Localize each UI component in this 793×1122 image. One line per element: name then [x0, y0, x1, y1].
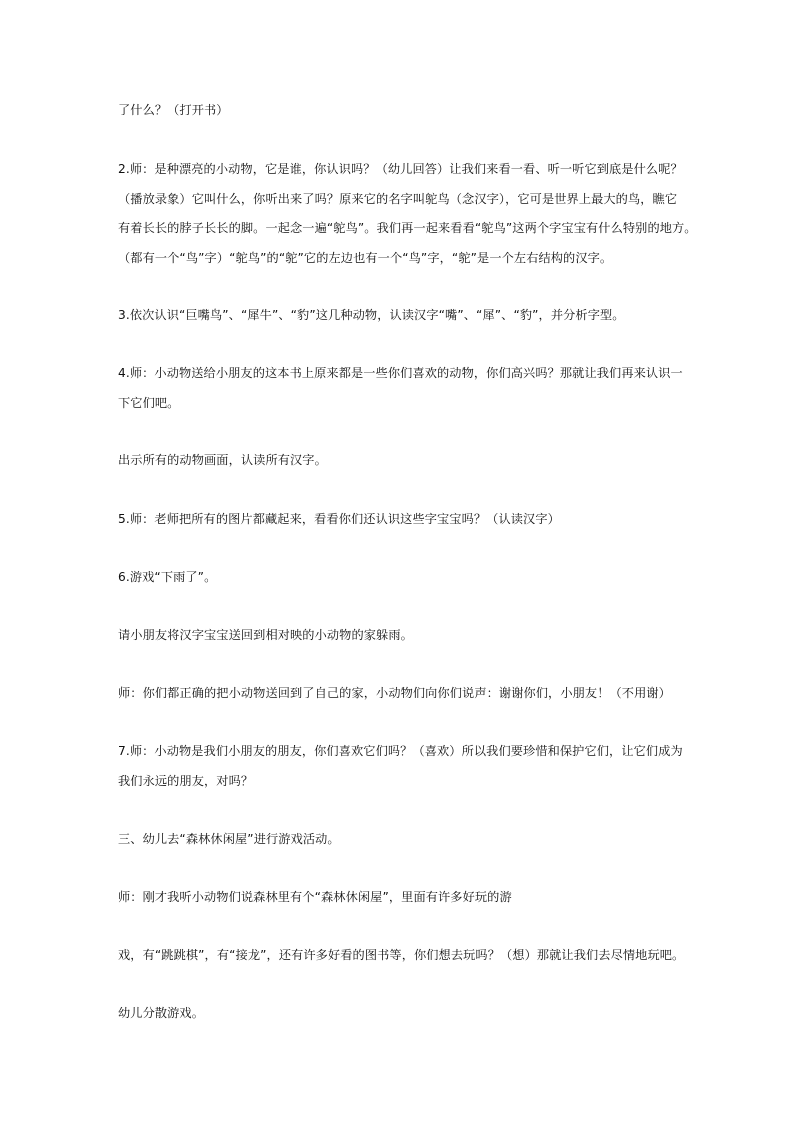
- text-line: 了什么？（打开书）: [118, 103, 229, 117]
- paragraph-4: [118, 359, 688, 418]
- paragraph-5: [118, 446, 688, 476]
- paragraph-11: [118, 825, 688, 855]
- text-line: 幼儿分散游戏。: [118, 1006, 205, 1020]
- paragraph-12: [118, 883, 688, 913]
- text-line: 2.师：是种漂亮的小动物，它是谁，你认识吗？（幼儿回答）让我们来看一看、听一听它到底是什么呢？: [118, 162, 683, 176]
- paragraph-3: [118, 301, 688, 331]
- paragraph-9: [118, 679, 688, 709]
- text-line: 6.游戏“下雨了”。: [118, 570, 217, 584]
- paragraph-7: [118, 563, 688, 593]
- text-line: 我们永远的朋友，对吗？: [118, 773, 254, 788]
- text-line: 有着长长的脖子长长的脚。一起念一遍“鸵鸟”。我们再一起来看看“鸵鸟”这两个字宝宝有什么特别的地方。: [118, 221, 697, 235]
- text-line: 戏，有“跳跳棋”，有“接龙”，还有许多好看的图书等，你们想去玩吗？（想）那就让我们去尽情地玩吧。: [118, 948, 685, 962]
- text-line: （播放录象）它叫什么，你听出来了吗？原来它的名字叫鸵鸟（念汉字），它可是世界上最大的鸟，瞧它: [118, 191, 678, 206]
- text-line: 4.师：小动物送给小朋友的这本书上原来都是一些你们喜欢的动物，你们高兴吗？那就让我们再来认识一: [118, 366, 683, 380]
- paragraph-10: [118, 737, 688, 796]
- text-line: 5.师：老师把所有的图片都藏起来，看看你们还认识这些字宝宝吗？（认读汉字）: [118, 512, 560, 526]
- text-line: 7.师：小动物是我们小朋友的朋友，你们喜欢它们吗？（喜欢）所以我们要珍惜和保护它们，让它们成为: [118, 744, 683, 758]
- paragraph-8: [118, 621, 688, 651]
- paragraph-2: [118, 155, 697, 273]
- paragraph-1: [118, 96, 688, 126]
- text-line: 3.依次认识“巨嘴鸟”、“犀牛”、“豹”这几种动物，认读汉字“嘴”、“犀”、“豹”，并分析字型。: [118, 308, 625, 322]
- text-line: 出示所有的动物画面，认读所有汉字。: [118, 453, 327, 467]
- paragraph-6: [118, 505, 688, 535]
- paragraph-14: [118, 999, 688, 1029]
- text-line: 师：刚才我听小动物们说森林里有个“森林休闲屋”，里面有许多好玩的游: [118, 890, 512, 904]
- text-line: 下它们吧。: [118, 395, 180, 410]
- text-line: （都有一个“鸟”字）“鸵鸟”的“鸵”它的左边也有一个“鸟”字，“鸵”是一个左右结构的汉字。: [118, 250, 613, 265]
- paragraph-13: [118, 941, 688, 971]
- text-line: 请小朋友将汉字宝宝送回到相对映的小动物的家躲雨。: [118, 628, 413, 642]
- text-line: 三、幼儿去“森林休闲屋”进行游戏活动。: [118, 832, 340, 846]
- text-line: 师：你们都正确的把小动物送回到了自己的家，小动物们向你们说声：谢谢你们，小朋友！（不用谢）: [118, 686, 671, 700]
